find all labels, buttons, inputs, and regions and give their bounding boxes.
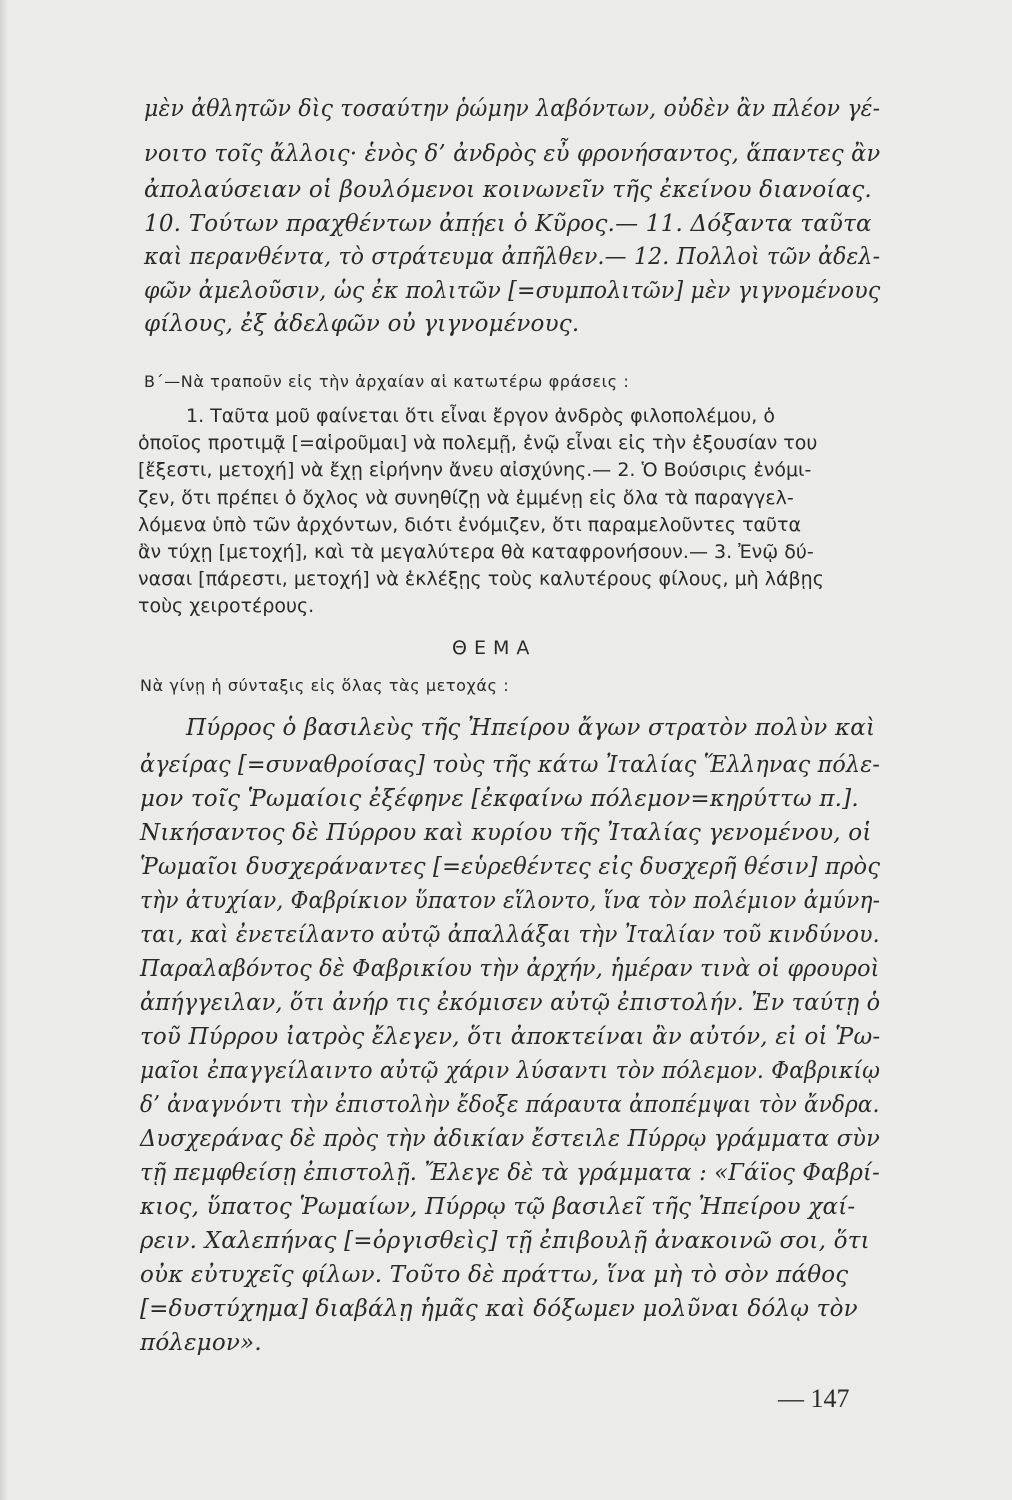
section-a-line: νοιτο τοῖς ἄλλοις· ἑνὸς δ’ ἀνδρὸς εὖ φρονήσαντος, ἅπαντες ἂν <box>144 141 881 167</box>
thema-line: τὴν ἀτυχίαν, Φαβρίκιον ὕπατον εἵλοντο, ἵνα τὸν πολέμιον ἀμύνη- <box>140 888 881 914</box>
thema-line: οὐκ εὐτυχεῖς φίλων. Τοῦτο δὲ πράττω, ἵνα μὴ τὸ σὸν πάθος <box>140 1262 849 1288</box>
section-b-line: ὁποῖος προτιμᾷ [=αἱροῦμαι] νὰ πολεμῇ, ἐνῷ εἶναι εἰς τὴν ἐξουσίαν του <box>138 432 818 454</box>
thema-line: ἀγείρας [=συναθροίσας] τοὺς τῆς κάτω Ἰταλίας Ἕλληνας πόλε- <box>140 752 881 778</box>
thema-line: Πύρρος ὁ βασιλεὺς τῆς Ἠπείρου ἄγων στρατὸν πολὺν καὶ <box>186 715 876 741</box>
page-number: — 147 <box>778 1384 850 1413</box>
section-b-instruction: Β΄—Νὰ τραποῦν εἰς τὴν ἀρχαίαν αἱ κατωτέρω φράσεις : <box>144 372 630 391</box>
thema-line: τοῦ Πύρρου ἰατρὸς ἔλεγεν, ὅτι ἀποκτείναι ἂν αὐτόν, εἰ οἱ Ῥω- <box>140 1024 881 1050</box>
thema-line: ἀπήγγειλαν, ὅτι ἀνήρ τις ἐκόμισεν αὐτῷ ἐπιστολήν. Ἐν ταύτῃ ὁ <box>140 990 881 1016</box>
section-a-line: φίλους, ἐξ ἀδελφῶν οὐ γιγνομένους. <box>144 311 580 337</box>
section-b-line: [ἔξεστι, μετοχή] νὰ ἔχῃ εἰρήνην ἄνευ αἰσχύνης.— 2. Ὁ Βούσιρις ἐνόμι- <box>138 459 812 481</box>
thema-line: μον τοῖς Ῥωμαίοις ἐξέφηνε [ἐκφαίνω πόλεμον=κηρύττω π.]. <box>140 786 859 812</box>
thema-line: δ’ ἀναγνόντι τὴν ἐπιστολὴν ἔδοξε πάραυτα ἀποπέμψαι τὸν ἄνδρα. <box>140 1092 880 1118</box>
section-b-line: τοὺς χειροτέρους. <box>138 595 315 617</box>
section-b-line: 1. Ταῦτα μοῦ φαίνεται ὅτι εἶναι ἔργον ἀνδρὸς φιλοπολέμου, ὁ <box>186 405 775 427</box>
section-a-line: φῶν ἀμελοῦσιν, ὡς ἐκ πολιτῶν [=συμπολιτῶν] μὲν γιγνομένους <box>144 278 881 304</box>
section-b-line: ζεν, ὅτι πρέπει ὁ ὄχλος νὰ συνηθίζῃ νὰ ἐμμένῃ εἰς ὅλα τὰ παραγγελ- <box>138 487 794 509</box>
section-b-line: νασαι [πάρεστι, μετοχή] νὰ ἐκλέξῃς τοὺς καλυτέρους φίλους, μὴ λάβῃς <box>138 568 824 590</box>
section-a-line: καὶ περανθέντα, τὸ στράτευμα ἀπῆλθεν.— 12. Πολλοὶ τῶν ἀδελ- <box>144 244 881 270</box>
section-b-line: ἂν τύχῃ [μετοχή], καὶ τὰ μεγαλύτερα θὰ καταφρονήσουν.— 3. Ἐνῷ δύ- <box>138 541 814 563</box>
thema-instruction: Νὰ γίνῃ ἡ σύνταξις εἰς ὅλας τὰς μετοχάς : <box>140 676 510 695</box>
thema-line: Νικήσαντος δὲ Πύρρου καὶ κυρίου τῆς Ἰταλίας γενομένου, οἱ <box>140 820 872 846</box>
thema-line: Ῥωμαῖοι δυσχεράναντες [=εὑρεθέντες εἰς δυσχερῆ θέσιν] πρὸς <box>140 854 881 880</box>
thema-line: πόλεμον». <box>140 1330 262 1356</box>
thema-line: Δυσχεράνας δὲ πρὸς τὴν ἀδικίαν ἔστειλε Πύρρῳ γράμματα σὺν <box>140 1126 880 1152</box>
thema-line: ρειν. Χαλεπήνας [=ὀργισθεὶς] τῇ ἐπιβουλῇ ἀνακοινῶ σοι, ὅτι <box>140 1228 870 1254</box>
section-b-line: λόμενα ὑπὸ τῶν ἀρχόντων, διότι ἐνόμιζεν, ὅτι παραμελοῦντες ταῦτα <box>138 514 801 536</box>
section-a-line: 10. Τούτων πραχθέντων ἀπῄει ὁ Κῦρος.— 11. Δόξαντα ταῦτα <box>144 211 872 237</box>
thema-line: τῇ πεμφθείσῃ ἐπιστολῇ. Ἔλεγε δὲ τὰ γράμματα : «Γάϊος Φαβρί- <box>140 1160 880 1186</box>
thema-heading: ΘΕΜΑ <box>452 637 537 659</box>
thema-line: μαῖοι ἐπαγγείλαιντο αὐτῷ χάριν λύσαντι τὸν πόλεμον. Φαβρικίῳ <box>140 1058 881 1084</box>
section-a-line: μὲν ἀθλητῶν δὶς τοσαύτην ῥώμην λαβόντων, οὐδὲν ἂν πλέον γέ- <box>144 96 881 122</box>
section-a-line: ἀπολαύσειαν οἱ βουλόμενοι κοινωνεῖν τῆς ἐκείνου διανοίας. <box>144 177 872 203</box>
scan-edge-shadow <box>0 0 8 1500</box>
thema-line: Παραλαβόντος δὲ Φαβρικίου τὴν ἀρχήν, ἡμέραν τινὰ οἱ φρουροὶ <box>140 956 880 982</box>
thema-line: κιος, ὕπατος Ῥωμαίων, Πύρρῳ τῷ βασιλεῖ τῆς Ἠπείρου χαί- <box>140 1194 856 1220</box>
thema-line: ται, καὶ ἐνετείλαντο αὐτῷ ἀπαλλάξαι τὴν Ἰταλίαν τοῦ κινδύνου. <box>140 922 880 948</box>
thema-line: [=δυστύχημα] διαβάλῃ ἡμᾶς καὶ δόξωμεν μολῦναι δόλῳ τὸν <box>140 1296 858 1322</box>
